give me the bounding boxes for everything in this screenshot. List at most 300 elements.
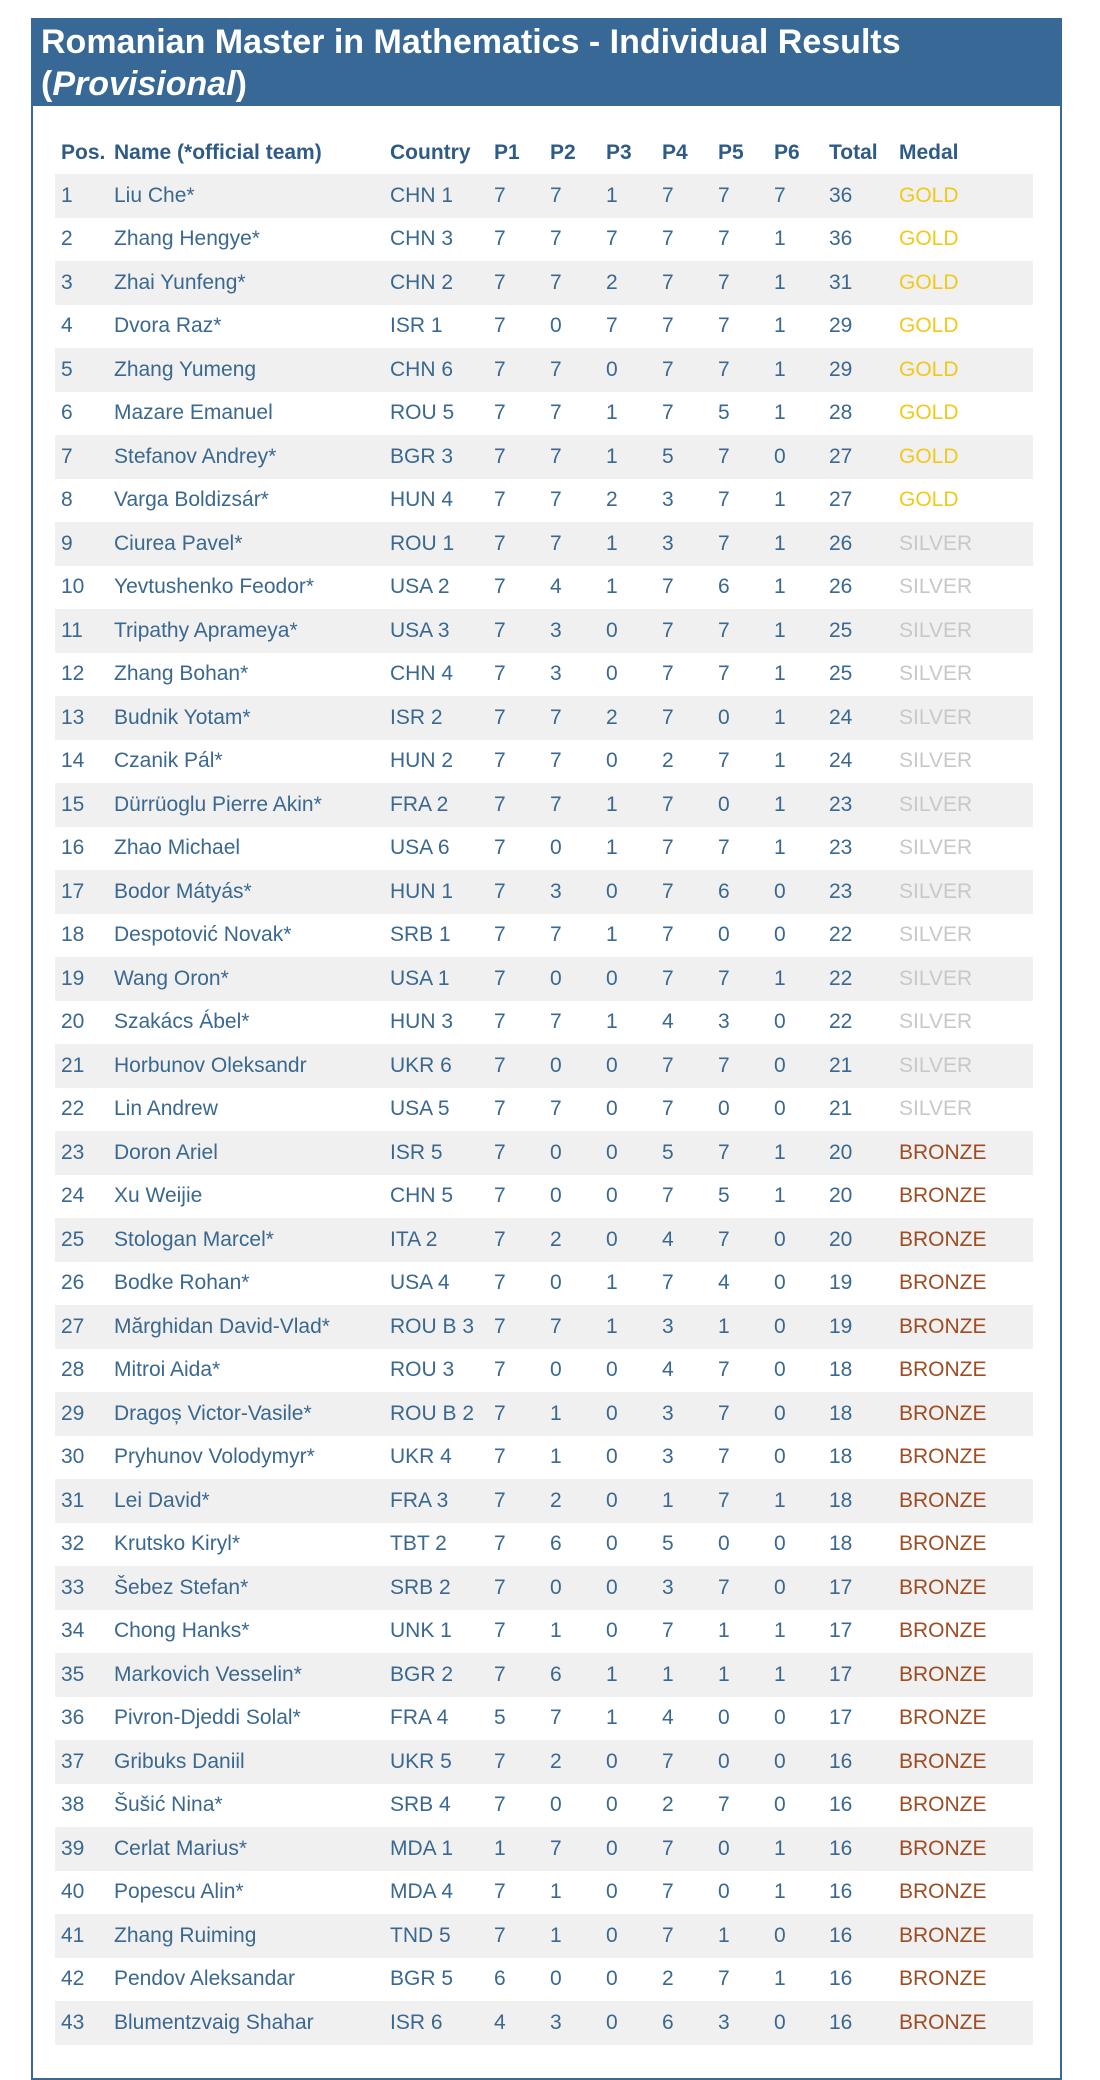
- cell-p4: 5: [662, 1131, 718, 1175]
- cell-name: Pendov Aleksandar: [114, 1958, 390, 2002]
- cell-p1: 7: [494, 957, 550, 1001]
- cell-country: ISR 2: [390, 696, 494, 740]
- cell-p1: 7: [494, 435, 550, 479]
- cell-p4: 7: [662, 957, 718, 1001]
- cell-p3: 0: [606, 1610, 662, 1654]
- cell-name: Markovich Vesselin*: [114, 1653, 390, 1697]
- cell-name: Zhang Ruiming: [114, 1914, 390, 1958]
- cell-medal: SILVER: [899, 870, 1033, 914]
- cell-p5: 7: [718, 609, 774, 653]
- cell-p6: 0: [774, 1523, 829, 1567]
- cell-total: 17: [829, 1653, 899, 1697]
- cell-total: 36: [829, 218, 899, 262]
- cell-country: TBT 2: [390, 1523, 494, 1567]
- cell-p6: 1: [774, 1131, 829, 1175]
- col-header-country: Country: [390, 141, 471, 164]
- cell-p6: 1: [774, 218, 829, 262]
- table-row: [55, 1131, 1033, 1175]
- cell-p2: 1: [550, 1610, 606, 1654]
- cell-country: USA 6: [390, 827, 494, 871]
- cell-p3: 1: [606, 1262, 662, 1306]
- cell-p3: 1: [606, 392, 662, 436]
- cell-p4: 3: [662, 522, 718, 566]
- cell-p4: 7: [662, 1044, 718, 1088]
- cell-p6: 7: [774, 174, 829, 218]
- table-row: [55, 479, 1033, 523]
- cell-p2: 4: [550, 566, 606, 610]
- cell-p6: 1: [774, 740, 829, 784]
- cell-country: CHN 5: [390, 1175, 494, 1219]
- cell-p1: 7: [494, 1262, 550, 1306]
- cell-total: 20: [829, 1131, 899, 1175]
- cell-p4: 1: [662, 1479, 718, 1523]
- cell-pos: 35: [55, 1653, 114, 1697]
- cell-p3: 0: [606, 1392, 662, 1436]
- cell-p5: 7: [718, 174, 774, 218]
- col-header-p4: P4: [662, 141, 688, 164]
- cell-pos: 22: [55, 1088, 114, 1132]
- cell-p1: 7: [494, 261, 550, 305]
- cell-name: Cerlat Marius*: [114, 1827, 390, 1871]
- cell-p5: 3: [718, 2001, 774, 2045]
- cell-p1: 7: [494, 1784, 550, 1828]
- table-row: [55, 1610, 1033, 1654]
- cell-p2: 0: [550, 1566, 606, 1610]
- cell-p3: 0: [606, 1566, 662, 1610]
- cell-medal: BRONZE: [899, 1175, 1033, 1219]
- cell-total: 26: [829, 566, 899, 610]
- cell-name: Zhang Yumeng: [114, 348, 390, 392]
- cell-pos: 31: [55, 1479, 114, 1523]
- cell-p3: 1: [606, 522, 662, 566]
- cell-p1: 7: [494, 1175, 550, 1219]
- cell-total: 17: [829, 1566, 899, 1610]
- cell-p2: 0: [550, 1958, 606, 2002]
- cell-total: 24: [829, 740, 899, 784]
- cell-medal: SILVER: [899, 827, 1033, 871]
- cell-p2: 7: [550, 696, 606, 740]
- cell-p4: 7: [662, 348, 718, 392]
- col-header-p5: P5: [718, 141, 744, 164]
- cell-p5: 7: [718, 305, 774, 349]
- cell-p2: 0: [550, 1131, 606, 1175]
- cell-pos: 15: [55, 783, 114, 827]
- cell-total: 18: [829, 1349, 899, 1393]
- cell-pos: 2: [55, 218, 114, 262]
- cell-p3: 1: [606, 566, 662, 610]
- cell-total: 27: [829, 479, 899, 523]
- cell-p6: 1: [774, 392, 829, 436]
- cell-pos: 11: [55, 609, 114, 653]
- cell-p6: 1: [774, 1175, 829, 1219]
- cell-p5: 7: [718, 1349, 774, 1393]
- cell-country: CHN 6: [390, 348, 494, 392]
- table-row: [55, 1740, 1033, 1784]
- cell-pos: 10: [55, 566, 114, 610]
- cell-p1: 7: [494, 1349, 550, 1393]
- cell-medal: GOLD: [899, 348, 1033, 392]
- cell-p2: 7: [550, 1827, 606, 1871]
- table-row: [55, 1392, 1033, 1436]
- cell-p2: 0: [550, 1044, 606, 1088]
- table-row: [55, 1827, 1033, 1871]
- header-row: [55, 132, 1033, 174]
- table-row: [55, 783, 1033, 827]
- cell-pos: 41: [55, 1914, 114, 1958]
- cell-medal: BRONZE: [899, 1740, 1033, 1784]
- cell-p3: 2: [606, 479, 662, 523]
- cell-medal: SILVER: [899, 1088, 1033, 1132]
- table-row: [55, 1088, 1033, 1132]
- cell-p3: 0: [606, 1827, 662, 1871]
- cell-p6: 0: [774, 1088, 829, 1132]
- cell-total: 26: [829, 522, 899, 566]
- cell-medal: SILVER: [899, 740, 1033, 784]
- cell-p4: 7: [662, 1262, 718, 1306]
- cell-pos: 27: [55, 1305, 114, 1349]
- cell-p2: 0: [550, 827, 606, 871]
- cell-total: 23: [829, 870, 899, 914]
- table-row: [55, 435, 1033, 479]
- cell-p2: 3: [550, 870, 606, 914]
- cell-p3: 1: [606, 1305, 662, 1349]
- cell-p3: 1: [606, 435, 662, 479]
- table-row: [55, 1653, 1033, 1697]
- cell-medal: BRONZE: [899, 1218, 1033, 1262]
- cell-name: Šušić Nina*: [114, 1784, 390, 1828]
- cell-medal: BRONZE: [899, 1479, 1033, 1523]
- cell-p6: 1: [774, 653, 829, 697]
- cell-country: HUN 1: [390, 870, 494, 914]
- cell-p4: 7: [662, 1610, 718, 1654]
- cell-p4: 7: [662, 392, 718, 436]
- cell-pos: 19: [55, 957, 114, 1001]
- cell-total: 18: [829, 1523, 899, 1567]
- cell-country: BGR 3: [390, 435, 494, 479]
- cell-medal: BRONZE: [899, 1871, 1033, 1915]
- cell-p3: 0: [606, 1784, 662, 1828]
- cell-total: 23: [829, 827, 899, 871]
- cell-medal: SILVER: [899, 783, 1033, 827]
- cell-medal: BRONZE: [899, 1305, 1033, 1349]
- cell-p6: 0: [774, 1392, 829, 1436]
- cell-total: 29: [829, 305, 899, 349]
- cell-medal: GOLD: [899, 435, 1033, 479]
- cell-name: Gribuks Daniil: [114, 1740, 390, 1784]
- cell-p2: 7: [550, 174, 606, 218]
- table-row: [55, 1523, 1033, 1567]
- cell-p6: 1: [774, 783, 829, 827]
- cell-pos: 4: [55, 305, 114, 349]
- cell-p4: 5: [662, 435, 718, 479]
- cell-p6: 1: [774, 957, 829, 1001]
- cell-name: Mazare Emanuel: [114, 392, 390, 436]
- cell-name: Ciurea Pavel*: [114, 522, 390, 566]
- cell-p1: 7: [494, 479, 550, 523]
- results-body: [55, 174, 1033, 2045]
- cell-country: ITA 2: [390, 1218, 494, 1262]
- col-header-medal: Medal: [899, 141, 959, 164]
- cell-p2: 0: [550, 1262, 606, 1306]
- cell-p1: 7: [494, 914, 550, 958]
- cell-country: ISR 1: [390, 305, 494, 349]
- cell-pos: 5: [55, 348, 114, 392]
- cell-medal: SILVER: [899, 609, 1033, 653]
- cell-p3: 0: [606, 1523, 662, 1567]
- cell-p1: 7: [494, 566, 550, 610]
- cell-pos: 6: [55, 392, 114, 436]
- cell-p2: 7: [550, 479, 606, 523]
- table-row: [55, 392, 1033, 436]
- cell-country: ROU 5: [390, 392, 494, 436]
- cell-pos: 33: [55, 1566, 114, 1610]
- cell-country: CHN 2: [390, 261, 494, 305]
- table-row: [55, 261, 1033, 305]
- cell-p4: 7: [662, 305, 718, 349]
- cell-p1: 4: [494, 2001, 550, 2045]
- cell-total: 23: [829, 783, 899, 827]
- cell-p5: 0: [718, 1697, 774, 1741]
- cell-p6: 1: [774, 348, 829, 392]
- cell-medal: BRONZE: [899, 1392, 1033, 1436]
- cell-p6: 1: [774, 609, 829, 653]
- cell-p1: 7: [494, 218, 550, 262]
- cell-total: 16: [829, 1784, 899, 1828]
- cell-pos: 17: [55, 870, 114, 914]
- cell-pos: 38: [55, 1784, 114, 1828]
- cell-p1: 7: [494, 1088, 550, 1132]
- cell-p4: 7: [662, 1175, 718, 1219]
- cell-p5: 7: [718, 435, 774, 479]
- cell-total: 18: [829, 1479, 899, 1523]
- cell-p5: 7: [718, 653, 774, 697]
- cell-p5: 7: [718, 261, 774, 305]
- cell-name: Tripathy Aprameya*: [114, 609, 390, 653]
- cell-p1: 7: [494, 827, 550, 871]
- cell-p5: 1: [718, 1610, 774, 1654]
- cell-p6: 1: [774, 827, 829, 871]
- cell-p3: 0: [606, 1175, 662, 1219]
- cell-pos: 12: [55, 653, 114, 697]
- cell-p1: 1: [494, 1827, 550, 1871]
- cell-p5: 0: [718, 1871, 774, 1915]
- cell-p3: 0: [606, 1131, 662, 1175]
- cell-p4: 4: [662, 1218, 718, 1262]
- cell-p1: 7: [494, 522, 550, 566]
- cell-p6: 1: [774, 479, 829, 523]
- cell-p1: 7: [494, 1523, 550, 1567]
- table-row: [55, 1218, 1033, 1262]
- cell-name: Bodke Rohan*: [114, 1262, 390, 1306]
- cell-medal: BRONZE: [899, 2001, 1033, 2045]
- cell-p6: 1: [774, 566, 829, 610]
- table-row: [55, 1349, 1033, 1393]
- cell-medal: GOLD: [899, 174, 1033, 218]
- cell-p3: 0: [606, 957, 662, 1001]
- cell-country: MDA 1: [390, 1827, 494, 1871]
- cell-name: Mitroi Aida*: [114, 1349, 390, 1393]
- cell-total: 16: [829, 1958, 899, 2002]
- cell-p1: 7: [494, 870, 550, 914]
- cell-p2: 7: [550, 392, 606, 436]
- cell-total: 27: [829, 435, 899, 479]
- cell-p3: 0: [606, 1088, 662, 1132]
- cell-p4: 7: [662, 1740, 718, 1784]
- cell-p5: 5: [718, 392, 774, 436]
- cell-medal: BRONZE: [899, 1610, 1033, 1654]
- cell-p1: 7: [494, 1740, 550, 1784]
- cell-pos: 8: [55, 479, 114, 523]
- table-row: [55, 653, 1033, 697]
- cell-country: HUN 4: [390, 479, 494, 523]
- cell-p3: 0: [606, 1958, 662, 2002]
- cell-total: 24: [829, 696, 899, 740]
- cell-p5: 7: [718, 1958, 774, 2002]
- cell-p5: 7: [718, 1436, 774, 1480]
- cell-p3: 0: [606, 1740, 662, 1784]
- cell-pos: 30: [55, 1436, 114, 1480]
- cell-country: CHN 3: [390, 218, 494, 262]
- cell-p1: 7: [494, 1392, 550, 1436]
- cell-total: 25: [829, 609, 899, 653]
- table-row: [55, 696, 1033, 740]
- cell-medal: BRONZE: [899, 1827, 1033, 1871]
- cell-total: 17: [829, 1697, 899, 1741]
- cell-medal: BRONZE: [899, 1914, 1033, 1958]
- cell-p2: 7: [550, 435, 606, 479]
- cell-pos: 21: [55, 1044, 114, 1088]
- cell-name: Zhai Yunfeng*: [114, 261, 390, 305]
- cell-country: ROU B 3: [390, 1305, 494, 1349]
- cell-p1: 7: [494, 1479, 550, 1523]
- cell-p5: 7: [718, 1566, 774, 1610]
- table-row: [55, 1958, 1033, 2002]
- cell-name: Blumentzvaig Shahar: [114, 2001, 390, 2045]
- cell-name: Zhang Hengye*: [114, 218, 390, 262]
- cell-total: 22: [829, 1001, 899, 1045]
- cell-pos: 40: [55, 1871, 114, 1915]
- cell-medal: SILVER: [899, 566, 1033, 610]
- cell-p4: 6: [662, 2001, 718, 2045]
- cell-total: 17: [829, 1610, 899, 1654]
- cell-p2: 7: [550, 261, 606, 305]
- cell-p5: 7: [718, 957, 774, 1001]
- cell-p5: 7: [718, 218, 774, 262]
- cell-medal: SILVER: [899, 957, 1033, 1001]
- cell-name: Pivron-Djeddi Solal*: [114, 1697, 390, 1741]
- cell-p2: 3: [550, 2001, 606, 2045]
- cell-p1: 7: [494, 653, 550, 697]
- cell-p3: 0: [606, 609, 662, 653]
- table-row: [55, 914, 1033, 958]
- cell-p4: 3: [662, 479, 718, 523]
- cell-p6: 0: [774, 1001, 829, 1045]
- title-open-paren: (: [41, 65, 53, 103]
- table-row: [55, 870, 1033, 914]
- cell-p1: 6: [494, 1958, 550, 2002]
- cell-pos: 28: [55, 1349, 114, 1393]
- cell-pos: 13: [55, 696, 114, 740]
- cell-p4: 3: [662, 1566, 718, 1610]
- col-header-p2: P2: [550, 141, 576, 164]
- cell-p3: 1: [606, 783, 662, 827]
- cell-total: 36: [829, 174, 899, 218]
- cell-name: Dragoș Victor-Vasile*: [114, 1392, 390, 1436]
- cell-p3: 0: [606, 1044, 662, 1088]
- cell-p4: 7: [662, 696, 718, 740]
- cell-name: Czanik Pál*: [114, 740, 390, 784]
- title-qualifier: Provisional: [52, 65, 236, 103]
- cell-p2: 3: [550, 653, 606, 697]
- title-close-paren: ): [235, 65, 247, 103]
- cell-pos: 9: [55, 522, 114, 566]
- cell-name: Budnik Yotam*: [114, 696, 390, 740]
- table-row: [55, 1001, 1033, 1045]
- cell-p2: 7: [550, 1001, 606, 1045]
- cell-medal: BRONZE: [899, 1566, 1033, 1610]
- cell-p4: 2: [662, 1958, 718, 2002]
- cell-name: Zhang Bohan*: [114, 653, 390, 697]
- cell-p1: 7: [494, 348, 550, 392]
- cell-p1: 7: [494, 1001, 550, 1045]
- cell-country: FRA 2: [390, 783, 494, 827]
- cell-p6: 0: [774, 1349, 829, 1393]
- cell-name: Mărghidan David-Vlad*: [114, 1305, 390, 1349]
- cell-p2: 1: [550, 1914, 606, 1958]
- cell-p5: 7: [718, 1479, 774, 1523]
- cell-pos: 37: [55, 1740, 114, 1784]
- cell-country: SRB 2: [390, 1566, 494, 1610]
- cell-p1: 7: [494, 1131, 550, 1175]
- cell-p3: 2: [606, 261, 662, 305]
- cell-p4: 7: [662, 1914, 718, 1958]
- cell-country: USA 5: [390, 1088, 494, 1132]
- table-row: [55, 2001, 1033, 2045]
- cell-country: FRA 3: [390, 1479, 494, 1523]
- cell-p1: 7: [494, 1305, 550, 1349]
- col-header-p6: P6: [774, 141, 800, 164]
- cell-name: Lei David*: [114, 1479, 390, 1523]
- table-row: [55, 1436, 1033, 1480]
- cell-p3: 7: [606, 305, 662, 349]
- cell-p2: 2: [550, 1479, 606, 1523]
- cell-pos: 23: [55, 1131, 114, 1175]
- cell-pos: 25: [55, 1218, 114, 1262]
- cell-p6: 0: [774, 870, 829, 914]
- table-row: [55, 1262, 1033, 1306]
- cell-medal: BRONZE: [899, 1131, 1033, 1175]
- cell-p1: 7: [494, 1218, 550, 1262]
- cell-total: 18: [829, 1436, 899, 1480]
- cell-p5: 7: [718, 479, 774, 523]
- table-row: [55, 1784, 1033, 1828]
- cell-medal: BRONZE: [899, 1653, 1033, 1697]
- cell-p4: 7: [662, 566, 718, 610]
- cell-p3: 1: [606, 827, 662, 871]
- col-header-total: Total: [829, 141, 878, 164]
- cell-total: 21: [829, 1044, 899, 1088]
- cell-total: 16: [829, 1914, 899, 1958]
- cell-p2: 7: [550, 1305, 606, 1349]
- cell-name: Šebez Stefan*: [114, 1566, 390, 1610]
- cell-country: HUN 3: [390, 1001, 494, 1045]
- cell-p2: 1: [550, 1871, 606, 1915]
- cell-country: UKR 4: [390, 1436, 494, 1480]
- cell-name: Popescu Alin*: [114, 1871, 390, 1915]
- cell-country: ROU 3: [390, 1349, 494, 1393]
- cell-p4: 7: [662, 870, 718, 914]
- cell-name: Despotović Novak*: [114, 914, 390, 958]
